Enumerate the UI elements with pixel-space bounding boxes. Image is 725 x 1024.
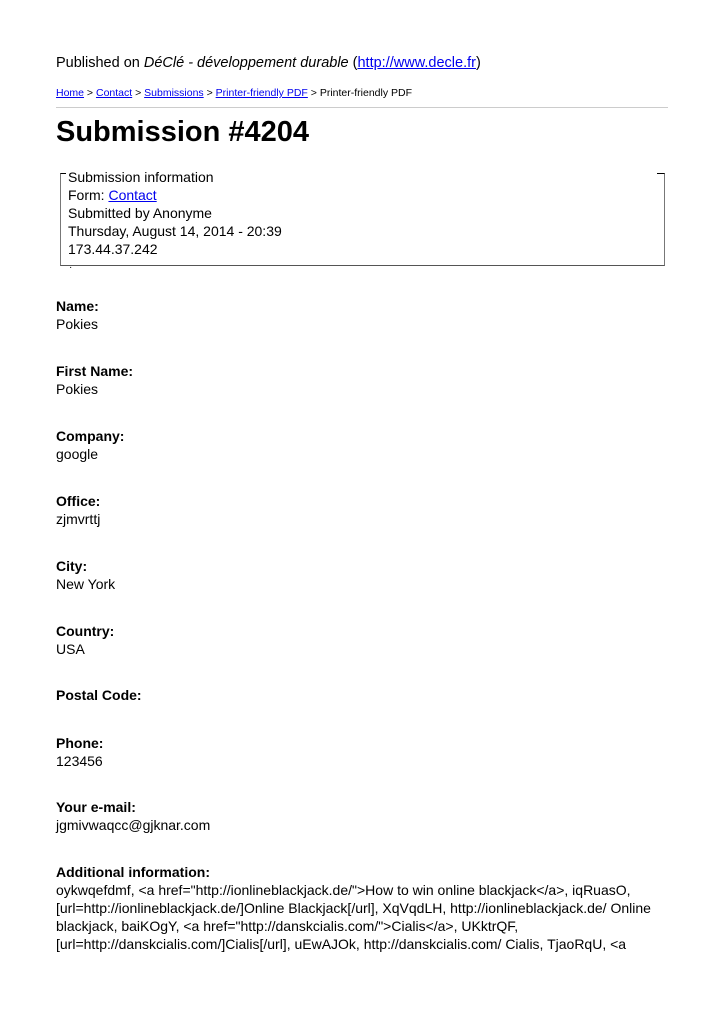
field-office (56, 492, 100, 528)
field-label: Your e-mail: (56, 799, 136, 815)
decorative-dot: · (69, 262, 73, 273)
breadcrumb-separator: > (307, 87, 320, 99)
field-label: Name: (56, 298, 99, 314)
site-name: DéClé - développement durable (143, 55, 349, 71)
field-city (56, 557, 115, 593)
field-value: USA (56, 641, 85, 657)
submitted-by: Submitted by Anonyme (68, 205, 212, 221)
field-value: zjmvrttj (56, 511, 101, 527)
field-company (56, 427, 124, 463)
submission-form-line (68, 186, 282, 204)
field-email (56, 798, 210, 834)
breadcrumb-submissions-link[interactable]: Submissions (144, 87, 204, 99)
field-label: Country: (56, 623, 115, 639)
field-label: City: (56, 558, 88, 574)
field-label: Postal Code: (56, 687, 142, 703)
field-value: oykwqefdmf, <a href="http://ionlineblackjack.de/">How to win online blackjack</a>, iqRuasO, [url=http://ionlineblackjack.de/]Online Blackjack[/url], XqVqdLH, http://ionlineblackjack.de/ Online blackjack, baiKOgY, <a href="http://danskcialis.com/">Cialis</a>, UKktrQF, [url=http://danskcialis.com/]Cialis[/url], uEwAJOk, http://danskcialis.com/ Cialis, TjaoRqU, <a (56, 882, 651, 952)
field-label: Phone: (56, 735, 104, 751)
field-country (56, 622, 114, 658)
published-prefix: Published on (56, 55, 144, 71)
field-label: Additional information: (56, 864, 210, 880)
field-label: Office: (56, 493, 101, 509)
field-postal-code (56, 686, 142, 704)
field-first-name (56, 362, 133, 398)
breadcrumb-separator: > (203, 87, 216, 99)
field-value: Pokies (56, 381, 99, 397)
form-prefix: Form: (68, 187, 109, 203)
paren-close: ) (475, 55, 481, 71)
breadcrumb-contact-link[interactable]: Contact (95, 87, 133, 99)
submission-info-content (68, 168, 282, 258)
submission-ip: 173.44.37.242 (68, 241, 158, 257)
breadcrumb-printer-friendly-link[interactable]: Printer-friendly PDF (215, 87, 308, 99)
page-title: Submission #4204 (56, 116, 310, 148)
breadcrumb-separator: > (132, 87, 145, 99)
breadcrumb-current: Printer-friendly PDF (319, 87, 413, 99)
field-value: 123456 (56, 753, 103, 769)
field-name (56, 297, 99, 333)
field-additional-information (56, 863, 668, 953)
field-value: New York (56, 576, 116, 592)
field-value: google (56, 446, 99, 462)
submission-info-legend: Submission information (68, 169, 214, 185)
form-contact-link[interactable]: Contact (108, 187, 157, 203)
breadcrumb (56, 87, 412, 99)
field-label: First Name: (56, 363, 134, 379)
field-phone (56, 734, 103, 770)
site-url-link[interactable]: http://www.decle.fr (357, 55, 476, 71)
published-on-line (56, 55, 481, 71)
field-value: jgmivwaqcc@gjknar.com (56, 817, 211, 833)
header-divider (56, 107, 668, 108)
breadcrumb-separator: > (84, 87, 96, 99)
submission-date: Thursday, August 14, 2014 - 20:39 (68, 223, 282, 239)
breadcrumb-home-link[interactable]: Home (56, 87, 85, 99)
field-label: Company: (56, 428, 125, 444)
field-value: Pokies (56, 316, 99, 332)
paren-open: ( (348, 55, 358, 71)
